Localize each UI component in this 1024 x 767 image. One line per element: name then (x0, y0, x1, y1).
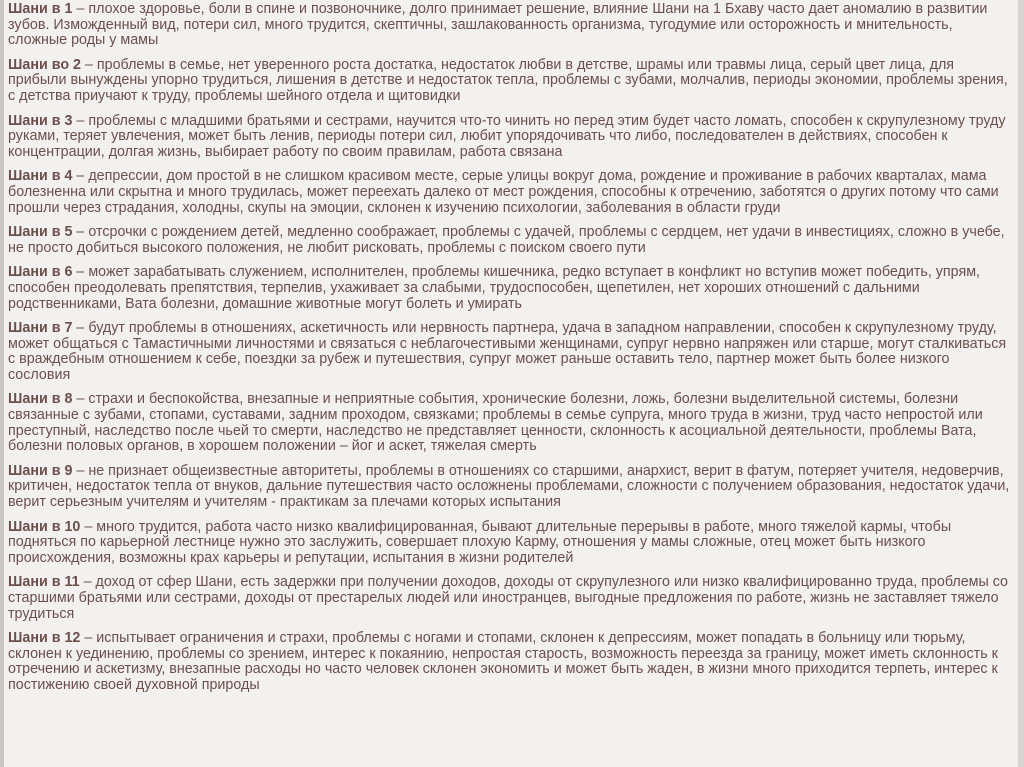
entry-heading: Шани в 4 (8, 168, 73, 185)
entry-heading: Шани в 10 (8, 518, 81, 535)
entry-house-6 (8, 265, 1014, 312)
entry-text: – много трудится, работа часто низко квалифицированная, бывают длительные перерывы в работе, много тяжелой кармы, чтобы подняться по карьерной лестнице нужно это заслужить, совершает плохую Карму, отношения у мамы сложные, отец может быть низкого происхождения, возможны крах карьеры и репутации, испытания в жизни родителей (8, 518, 952, 566)
entry-heading: Шани в 9 (8, 462, 73, 479)
entry-text: – испытывает ограничения и страхи, проблемы с ногами и стопами, склонен к депрессиям, может попадать в больницу или тюрьму, склонен к уединению, проблемы со зрением, интерес к покаянию, непростая старость, возможность переезда за границу, может иметь склонность к отречению и аскетизму, внезапные расходы но часто человек склонен экономить и может быть жаден, в жизни много приходится терпеть, интерес к постижению своей духовной природы (8, 630, 998, 693)
entry-heading: Шани во 2 (8, 56, 81, 73)
entry-text: – страхи и беспокойства, внезапные и неприятные события, хронические болезни, ложь, болезни выделительной системы, болезни связанные с зубами, стопами, суставами, задним проходом, связками; проблемы в семье супруга, много труда в жизни, труд часто непростой или преступный, наследство после чьей то смерти, наследство не представляет ценности, склонность к асоциальной деятельности, проблемы Вата, болезни половых органов, в хорошем положении – йог и аскет, тяжелая смерть (8, 391, 983, 455)
entries-list (8, 2, 1014, 694)
entry-heading: Шани в 3 (8, 112, 73, 129)
entry-heading: Шани в 5 (8, 224, 73, 241)
entry-heading: Шани в 6 (8, 264, 73, 281)
entry-house-3 (8, 114, 1014, 161)
entry-text: – доход от сфер Шани, есть задержки при получении доходов, доходы от скрупулезного или низко квалифицированно труда, проблемы со старшими братьями или сестрами, доходы от престарелых людей или иностранцев, выгодные предложения по работе, жизнь не заставляет тяжело трудиться (8, 574, 1008, 622)
entry-house-7 (8, 321, 1014, 383)
slide-right-edge (1018, 0, 1024, 767)
entry-house-11 (8, 575, 1014, 622)
entry-house-5 (8, 225, 1014, 256)
entry-heading: Шани в 1 (8, 1, 73, 17)
entry-text: – депрессии, дом простой в не слишком красивом месте, серые улицы вокруг дома, рождение и проживание в рабочих кварталах, мама болезненна или скрытна и много трудилась, может переехать далеко от мест рождения, способны к отречению, заботятся о других потому что сами прошли через страдания, холодны, скупы на эмоции, склонен к изучению психологии, заболевания в области груди (8, 168, 999, 216)
entry-heading: Шани в 11 (8, 574, 80, 591)
entry-house-1 (8, 2, 1014, 49)
entry-text: – отсрочки с рождением детей, медленно соображает, проблемы с удачей, проблемы с сердцем, нет удачи в инвестициях, сложно в учебе, не просто добиться высокого положения, не любит рисковать, проблемы с поиском своего пути (8, 224, 1005, 256)
entry-heading: Шани в 8 (8, 391, 73, 408)
entry-house-2 (8, 58, 1014, 105)
entry-house-8 (8, 392, 1014, 454)
entry-heading: Шани в 12 (8, 630, 81, 647)
entry-text: – может зарабатывать служением, исполнителен, проблемы кишечника, редко вступает в конфликт но вступив может победить, упрям, способен преодолевать препятствия, терпелив, ухаживает за слабыми, трудоспособен, щепетилен, нет хороших отношений с дальними родственниками, Вата болезни, домашние животные могут болеть и умирать (8, 264, 981, 312)
entry-text: – не признает общеизвестные авторитеты, проблемы в отношениях со старшими, анархист, верит в фатум, потеряет учителя, недоверчив, критичен, недостаток тепла от внуков, дальние путешествия часто осложнены проблемами, сложности с получением образования, недостаток удачи, верит серьезным учителям и учителям - практикам за плечами которых испытания (8, 462, 1010, 511)
entry-house-12 (8, 631, 1014, 693)
entry-text: – будут проблемы в отношениях, аскетичность или нервность партнера, удача в западном направлении, способен к скрупулезному труду, может общаться с Тамастичными личностями и связаться с неблагочестивыми женщинами, супруг нервно напряжен или старше, могут сталкиваться с враждебным отношением к себе, поездки за рубеж и путешествия, супруг может раньше оставить тело, партнер может быть более низкого сословия (8, 320, 1007, 383)
entry-house-4 (8, 169, 1014, 216)
slide-left-edge (0, 0, 4, 767)
entry-text: – плохое здоровье, боли в спине и позвоночнике, долго принимает решение, влияние Шани на 1 Бхаву часто дает аномалию в развитии зубов. Изможденный вид, потери сил, много трудится, скептичны, зашлакованность организма, тугодумие или осторожность и мнительность, сложные роды у мамы (8, 1, 988, 49)
entry-house-9 (8, 464, 1014, 511)
entry-text: – проблемы с младшими братьями и сестрами, научится что-то чинить но перед этим будет часто ломать, способен к скрупулезному труду руками, теряет увлечения, может быть ленив, периоды потери сил, любит упорядочивать что либо, последователен в действиях, способен к концентрации, долгая жизнь, выбирает работу по своим правилам, работа связана (8, 112, 1006, 160)
entry-text: – проблемы в семье, нет уверенного роста достатка, недостаток любви в детстве, шрамы или травмы лица, серый цвет лица, для прибыли вынуждены упорно трудиться, лишения в детстве и недостаток тепла, проблемы с зубами, молчалив, периоды экономии, проблемы зрения, с детства приучают к труду, проблемы шейного отдела и щитовидки (8, 56, 1008, 104)
entry-heading: Шани в 7 (8, 320, 73, 337)
entry-house-10 (8, 520, 1014, 567)
